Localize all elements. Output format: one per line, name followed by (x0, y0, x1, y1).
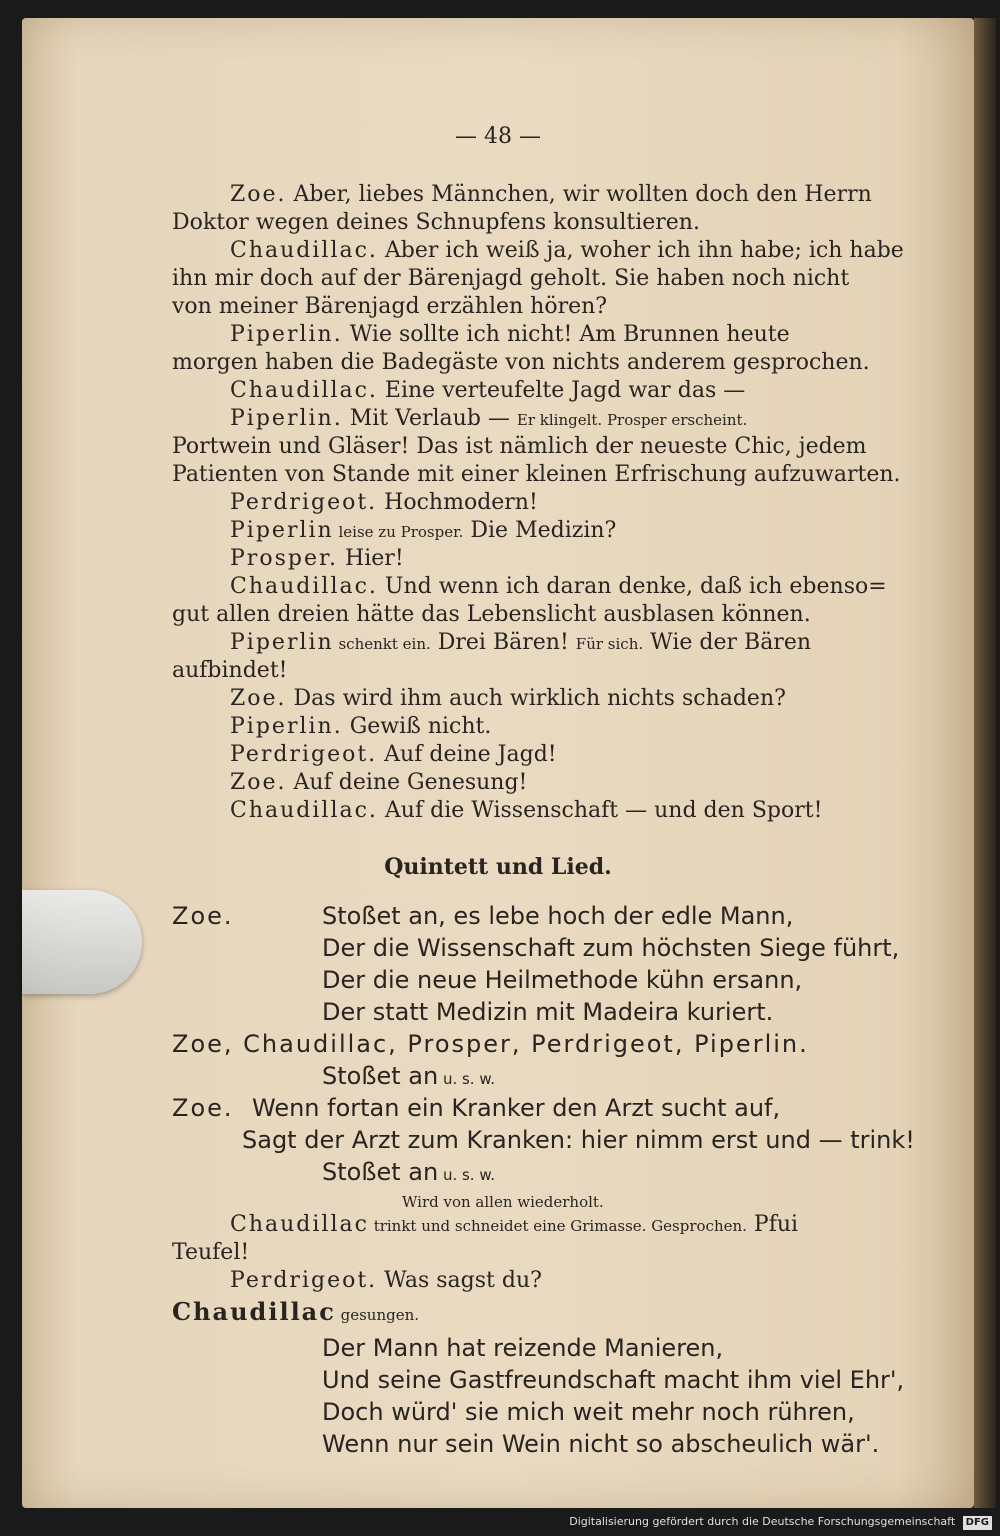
text-line: Perdrigeot. Auf deine Jagd! (230, 742, 557, 767)
text-line: Piperlin leise zu Prosper. Die Medizin? (230, 518, 617, 543)
song-line: Stoßet an u. s. w. (322, 1158, 495, 1186)
song-line: Sagt der Arzt zum Kranken: hier nimm erst und — trink! (242, 1126, 915, 1154)
text-line: Teufel! (172, 1240, 250, 1265)
text-line: Portwein und Gläser! Das ist nämlich der neueste Chic, jedem (172, 434, 867, 459)
text-line: Perdrigeot. Hochmodern! (230, 490, 538, 515)
text-line: Perdrigeot. Was sagst du? (230, 1268, 542, 1293)
verse-line: Der Mann hat reizende Manieren, (322, 1334, 724, 1362)
text-line: von meiner Bärenjagd erzählen hören? (172, 294, 608, 319)
song-line: Wenn fortan ein Kranker den Arzt sucht auf, (252, 1094, 781, 1122)
text-line: Chaudillac. Eine verteufelte Jagd war das — (230, 378, 746, 403)
credit-text: Digitalisierung gefördert durch die Deutsche Forschungsgemeinschaft (569, 1515, 956, 1528)
text-line: Piperlin schenkt ein. Drei Bären! Für sich. Wie der Bären (230, 630, 812, 655)
text-line: Zoe. Das wird ihm auch wirklich nichts schaden? (230, 686, 786, 711)
text-line: Doktor wegen deines Schnupfens konsultieren. (172, 210, 700, 235)
song-line: Zoe. (172, 1094, 234, 1122)
page-text (22, 18, 974, 1508)
text-line: aufbindet! (172, 658, 288, 683)
footer-credit (569, 1515, 992, 1530)
song-line: Stoßet an u. s. w. (322, 1062, 495, 1090)
text-line: Chaudillac gesungen. (172, 1297, 420, 1326)
text-line: Piperlin. Mit Verlaub — Er klingelt. Prosper erscheint. (230, 406, 748, 431)
song-line: Zoe. (172, 902, 234, 930)
text-line: Chaudillac. Und wenn ich daran denke, daß ich ebenso= (230, 574, 887, 599)
text-line: Zoe. Auf deine Genesung! (230, 770, 528, 795)
page-number: — 48 — (455, 124, 541, 149)
text-line: morgen haben die Badegäste von nichts anderem gesprochen. (172, 350, 870, 375)
text-line: Chaudillac. Aber ich weiß ja, woher ich ihn habe; ich habe (230, 238, 904, 263)
song-line: Zoe, Chaudillac, Prosper, Perdrigeot, Piperlin. (172, 1030, 809, 1058)
text-line: Piperlin. Wie sollte ich nicht! Am Brunnen heute (230, 322, 790, 347)
text-line: Chaudillac. Auf die Wissenschaft — und den Sport! (230, 798, 823, 823)
text-line: Patienten von Stande mit einer kleinen Erfrischung aufzuwarten. (172, 462, 901, 487)
text-line: gut allen dreien hätte das Lebenslicht ausblasen können. (172, 602, 811, 627)
verse-line: Wenn nur sein Wein nicht so abscheulich wär'. (322, 1430, 880, 1458)
stage-direction: Wird von allen wiederholt. (402, 1193, 604, 1211)
section-heading: Quintett und Lied. (384, 854, 612, 880)
dfg-logo: DFG (963, 1516, 992, 1530)
verse-line: Und seine Gastfreundschaft macht ihm viel Ehr', (322, 1366, 905, 1394)
text-line: Piperlin. Gewiß nicht. (230, 714, 492, 739)
song-line: Stoßet an, es lebe hoch der edle Mann, (322, 902, 794, 930)
page-edge (974, 18, 996, 1508)
text-line: Zoe. Aber, liebes Männchen, wir wollten doch den Herrn (230, 182, 872, 207)
book-page (22, 18, 974, 1508)
text-line: Prosper. Hier! (230, 546, 404, 571)
text-line: Chaudillac trinkt und schneidet eine Grimasse. Gesprochen. Pfui (230, 1212, 799, 1237)
song-line: Der die neue Heilmethode kühn ersann, (322, 966, 803, 994)
text-line: ihn mir doch auf der Bärenjagd geholt. Sie haben noch nicht (172, 266, 850, 291)
song-line: Der die Wissenschaft zum höchsten Siege führt, (322, 934, 900, 962)
verse-line: Doch würd' sie mich weit mehr noch rühren, (322, 1398, 855, 1426)
song-line: Der statt Medizin mit Madeira kuriert. (322, 998, 774, 1026)
